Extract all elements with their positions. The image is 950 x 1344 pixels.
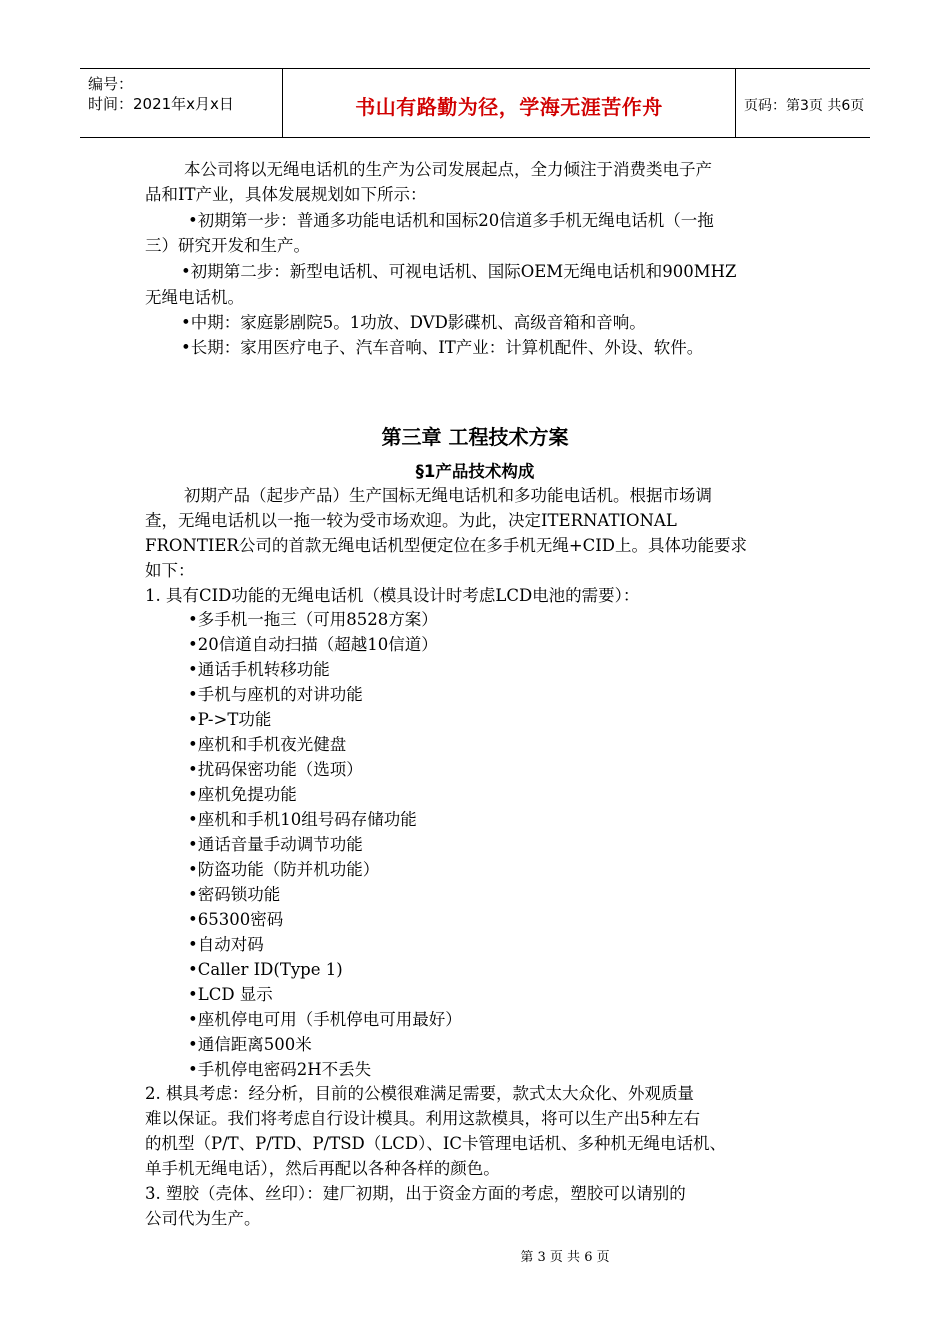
numbered-item: 2. 棋具考虑：经分析，目前的公模很难满足需要，款式太大众化、外观质量: [145, 1084, 694, 1103]
plan-bullet: •初期第二步：新型电话机、可视电话机、国际OEM无绳电话机和900MHZ: [181, 262, 737, 281]
chapter-title: 第三章 工程技术方案: [381, 425, 569, 449]
numbered-item-cont: 公司代为生产。: [145, 1209, 261, 1228]
plan-bullet: •初期第一步：普通多功能电话机和国标20信道多手机无绳电话机（一拖: [188, 211, 714, 230]
numbered-item-cont: 的机型（P/T、P/TD、P/TSD（LCD）、IC卡管理电话机、多种机无绳电话机、: [145, 1134, 726, 1153]
feature-item: •65300密码: [188, 910, 284, 929]
header-page-cell: [734, 69, 870, 137]
section-paragraph-line: FRONTIER公司的首款无绳电话机型便定位在多手机无绳+CID上。具体功能要求: [145, 536, 748, 555]
page-footer: 第 3 页 共 6 页: [520, 1250, 610, 1265]
plan-bullet-cont: 三）研究开发和生产。: [145, 236, 310, 255]
header-motto: 书山有路勤为径，学海无涯苦作舟: [355, 95, 663, 119]
feature-item: •通话音量手动调节功能: [188, 835, 363, 854]
section-paragraph-line: 如下：: [145, 561, 195, 580]
feature-item: •座机免提功能: [188, 785, 297, 804]
feature-item: •自动对码: [188, 935, 264, 954]
feature-item: •防盗功能（防并机功能）: [188, 860, 380, 879]
header-page-info: 页码：第3页 共6页: [744, 98, 865, 114]
header-code-label: 编号：: [88, 75, 134, 93]
numbered-item-cont: 难以保证。我们将考虑自行设计模具。利用这款模具，将可以生产出5种左右: [145, 1109, 700, 1128]
section-paragraph-line: 查，无绳电话机以一拖一较为受市场欢迎。为此，决定ITERNATIONAL: [145, 511, 677, 530]
feature-item: •扰码保密功能（选项）: [188, 760, 363, 779]
feature-item: •P->T功能: [188, 710, 272, 729]
page-header: [80, 68, 870, 138]
intro-paragraph-line: 品和IT产业，具体发展规划如下所示：: [145, 185, 427, 204]
feature-item: •多手机一拖三（可用8528方案）: [188, 610, 438, 629]
feature-item: •手机与座机的对讲功能: [188, 685, 363, 704]
feature-item: •手机停电密码2H不丢失: [188, 1060, 372, 1079]
header-date: 时间：2021年x月x日: [88, 95, 234, 113]
section-title: §1产品技术构成: [415, 462, 535, 481]
section-paragraph-line: 初期产品（起步产品）生产国标无绳电话机和多功能电话机。根据市场调: [184, 486, 712, 505]
numbered-item: 3. 塑胶（壳体、丝印）：建厂初期，出于资金方面的考虑，塑胶可以请别的: [145, 1184, 686, 1203]
plan-bullet: •中期：家庭影剧院5。1功放、DVD影碟机、高级音箱和音响。: [181, 313, 646, 332]
feature-item: •座机和手机10组号码存储功能: [188, 810, 417, 829]
feature-item: •通话手机转移功能: [188, 660, 330, 679]
header-motto-cell: [282, 69, 736, 137]
feature-item: •通信距离500米: [188, 1035, 312, 1054]
numbered-item-cont: 单手机无绳电话），然后再配以各种各样的颜色。: [145, 1159, 500, 1178]
plan-bullet: •长期：家用医疗电子、汽车音响、IT产业：计算机配件、外设、软件。: [181, 338, 704, 357]
feature-item: •LCD 显示: [188, 985, 273, 1004]
numbered-item: 1. 具有CID功能的无绳电话机（模具设计时考虑LCD电池的需要）：: [145, 586, 640, 605]
feature-item: •座机停电可用（手机停电可用最好）: [188, 1010, 462, 1029]
feature-item: •Caller ID(Type 1): [188, 960, 343, 979]
header-meta: [80, 69, 282, 137]
feature-item: •20信道自动扫描（超越10信道）: [188, 635, 438, 654]
feature-item: •座机和手机夜光健盘: [188, 735, 347, 754]
feature-item: •密码锁功能: [188, 885, 281, 904]
intro-paragraph-line: 本公司将以无绳电话机的生产为公司发展起点，全力倾注于消费类电子产: [184, 160, 712, 179]
plan-bullet-cont: 无绳电话机。: [145, 288, 244, 307]
